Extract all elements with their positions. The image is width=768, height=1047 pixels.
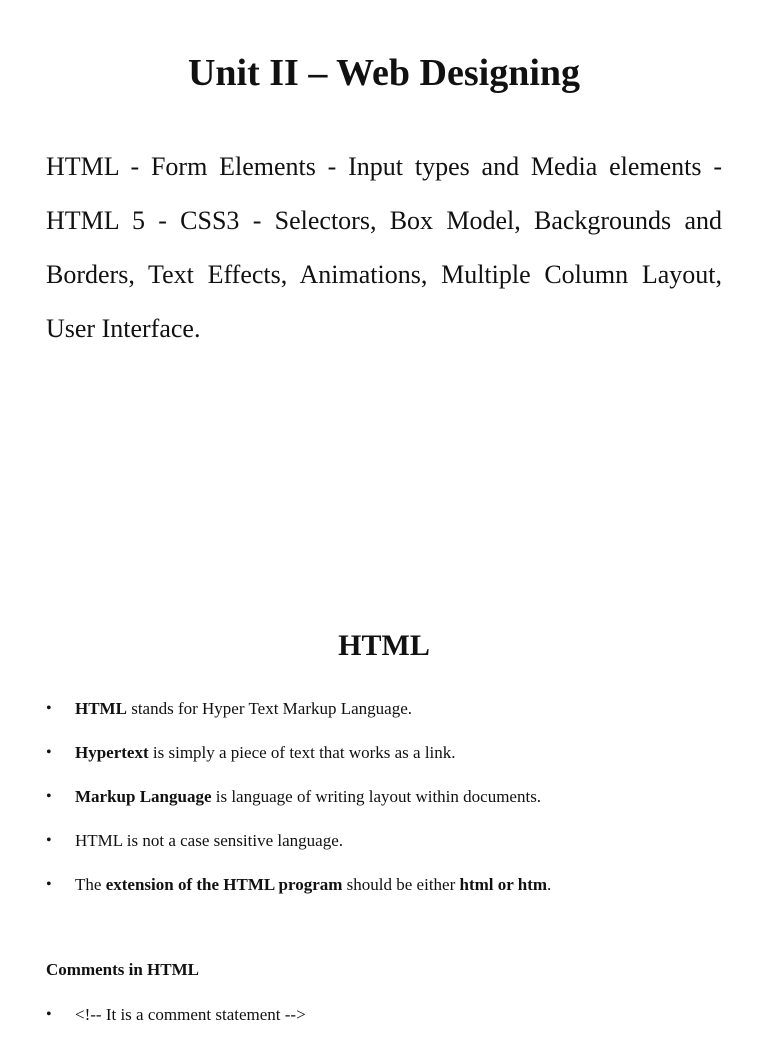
bold-term: Hypertext	[75, 743, 149, 762]
bold-term: extension of the HTML program	[105, 875, 343, 894]
comments-bullet-list	[46, 1003, 736, 1047]
list-item	[46, 1003, 736, 1047]
item-text: The	[75, 875, 106, 894]
item-text: should be either	[342, 875, 460, 894]
bullet-icon: •	[46, 1006, 52, 1023]
item-text: .	[547, 875, 552, 894]
bold-term: html or htm	[459, 875, 548, 894]
bullet-icon: •	[46, 876, 52, 893]
list-item	[46, 829, 736, 873]
item-text: <!-- It is a comment statement -->	[75, 1005, 306, 1024]
html-bullet-list	[46, 697, 736, 917]
list-item	[46, 697, 736, 741]
intro-paragraph: HTML - Form Elements - Input types and Media elements - HTML 5 - CSS3 - Selectors, Box Model, Backgrounds and Borders, Text Effects, Animations, Multiple Column Layout, User Interface.	[46, 152, 722, 343]
section-title: HTML	[338, 629, 430, 662]
bold-term: HTML	[75, 699, 127, 718]
bold-term: Markup Language	[75, 787, 212, 806]
list-item	[46, 741, 736, 785]
item-text: HTML is not a case sensitive language.	[75, 831, 343, 850]
item-text: is simply a piece of text that works as a link.	[148, 743, 456, 762]
bullet-icon: •	[46, 744, 52, 761]
list-item	[46, 873, 736, 917]
bullet-icon: •	[46, 788, 52, 805]
bullet-icon: •	[46, 700, 52, 717]
item-text: stands for Hyper Text Markup Language.	[126, 699, 413, 718]
list-item	[46, 785, 736, 829]
bullet-icon: •	[46, 832, 52, 849]
item-text: is language of writing layout within documents.	[211, 787, 542, 806]
comments-heading: Comments in HTML	[46, 960, 199, 979]
unit-title: Unit II – Web Designing	[187, 52, 581, 94]
